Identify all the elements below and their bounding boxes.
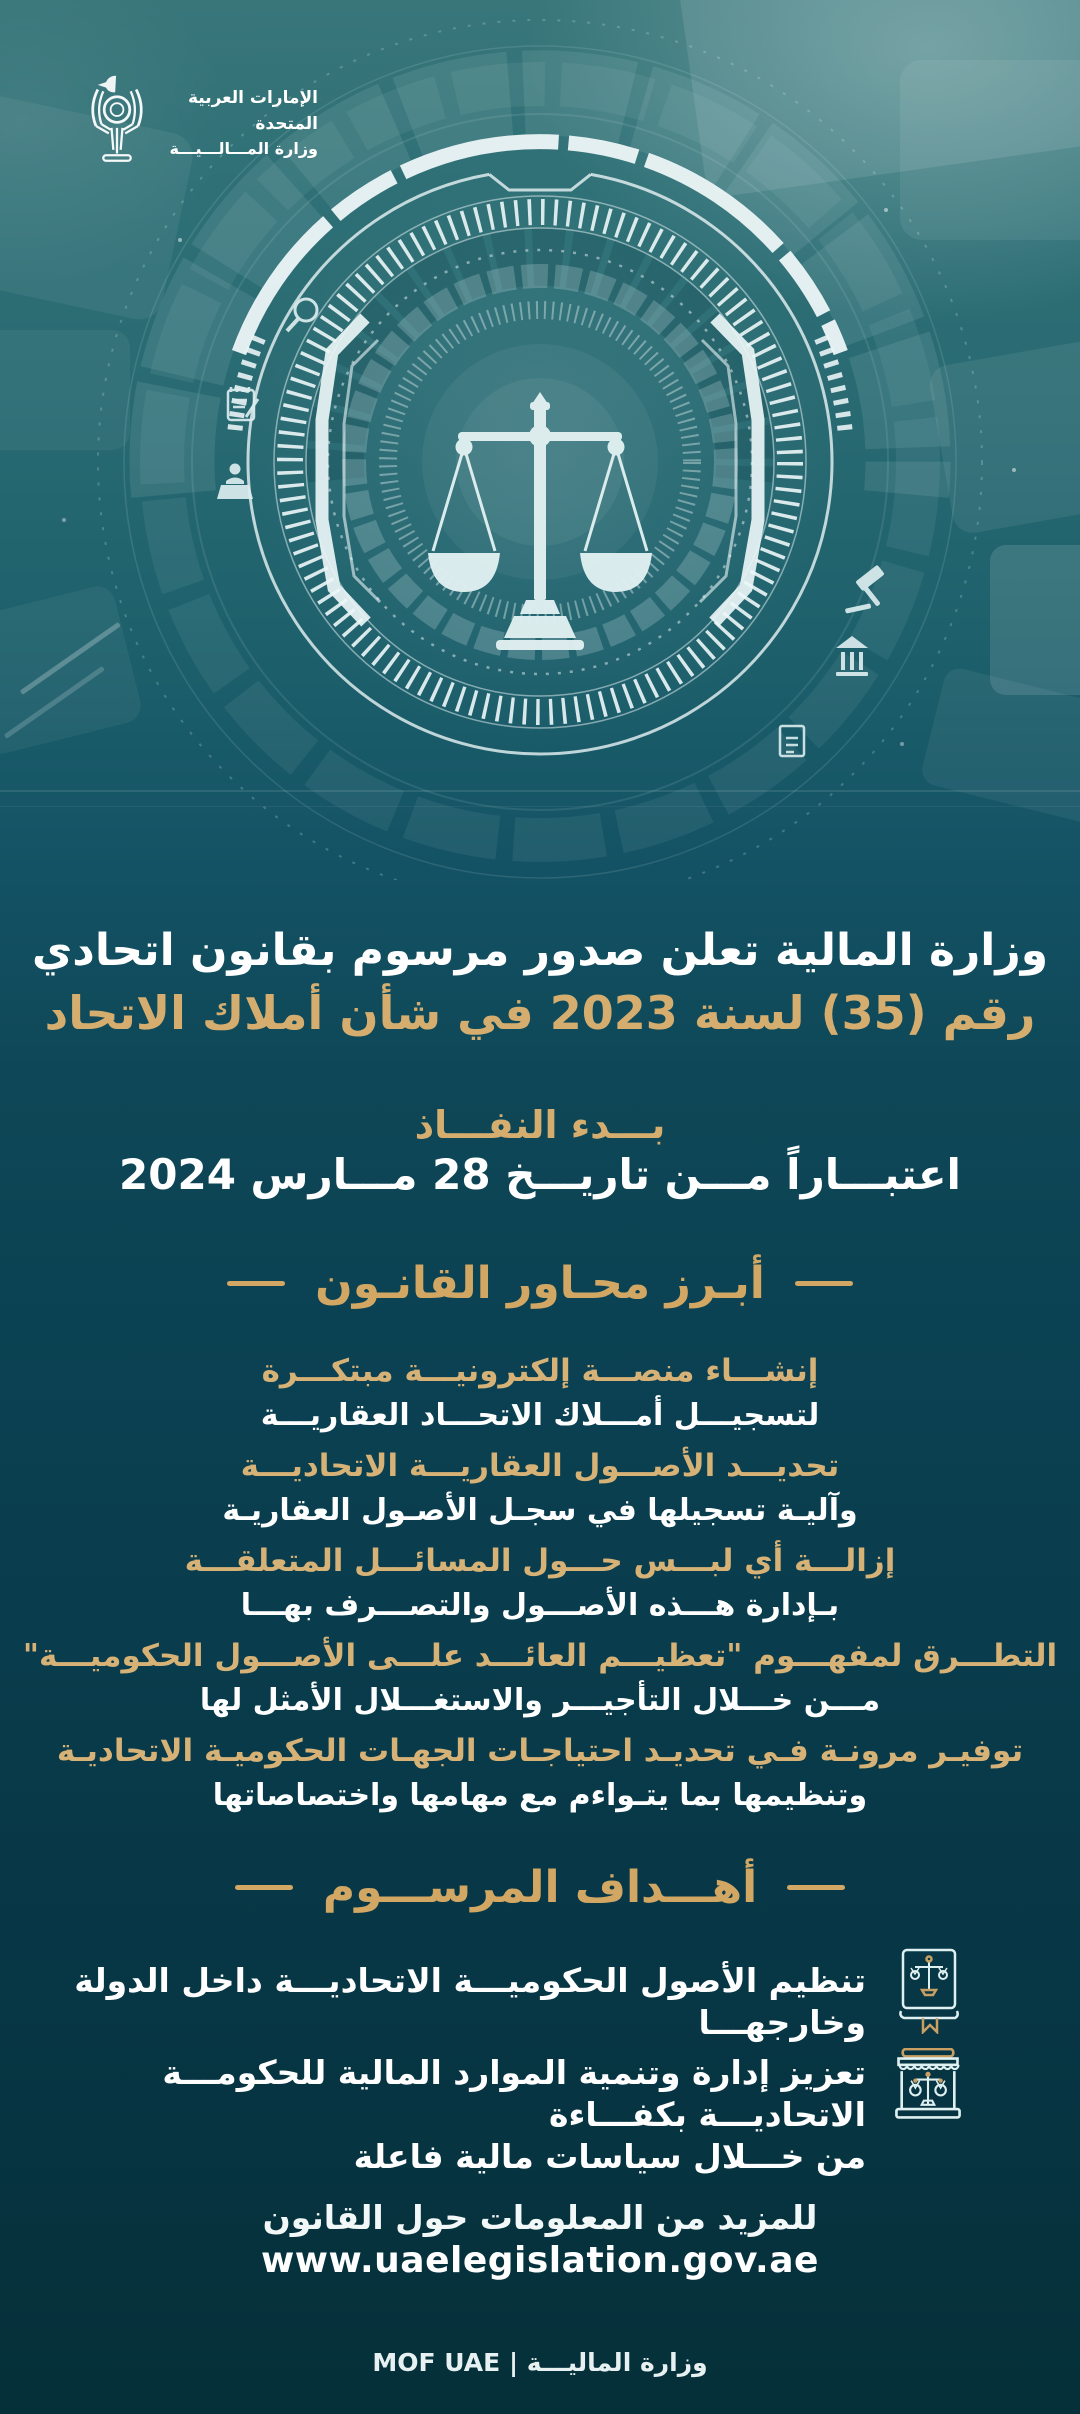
axis-item-4-highlight: التطـــرق لمفهـــوم "تعظيـــم العائـــد علـــى الأصـــول الحكوميـــة": [22, 1638, 1058, 1674]
mof-logo-text: [158, 86, 318, 161]
axis-item-2-highlight: تحديـــد الأصـــول العقاريـــة الاتحاديـــة: [240, 1448, 840, 1484]
legislation-website-url: www.uaelegislation.gov.ae: [261, 2240, 819, 2281]
objectives-title-text: أهـــداف المرســـوم: [322, 1862, 758, 1913]
section-title-law-axes: [0, 1258, 1080, 1309]
axis-item-1-highlight: إنشـــاء منصـــة إلكترونيـــة مبتكـــرة: [261, 1353, 819, 1389]
axis-item-3-highlight: إزالـــة أي لبـــس حـــول المسائـــل المتعلقـــة: [184, 1543, 896, 1579]
announcement-title-line1: وزارة المالية تعلن صدور مرسوم بقانون اتحادي: [31, 925, 1049, 976]
enforcement-label: بـــدء النفـــاذ: [414, 1103, 666, 1147]
objective-2-line1: تعزيز إدارة وتنمية الموارد المالية للحكومـــة الاتحاديـــة بكفـــاءة: [162, 2053, 866, 2135]
law-axes-title-text: أبـرز محـاور القانـون: [315, 1258, 765, 1309]
objective-1-line1: تنظيم الأصول الحكوميـــة الاتحاديـــة داخل الدولة وخارجهـــا: [74, 1961, 866, 2043]
book-scales-icon: [896, 1948, 962, 2034]
axis-item-1-detail: لتسجيـــل أمـــلاك الاتحـــاد العقاريـــة: [260, 1398, 820, 1433]
axis-item-4-detail: مـــن خـــلال التأجيـــر والاستغـــلال الأمثل لها: [199, 1683, 881, 1718]
storefront-scales-icon: [894, 2048, 962, 2128]
axis-item-5-highlight: توفيـر مرونـة فـي تحديـد احتياجـات الجهـات الحكوميـة الاتحاديـة: [56, 1733, 1024, 1769]
uae-falcon-emblem: [85, 70, 149, 172]
enforcement-date: اعتبـــاراً مـــن تاريـــخ 28 مـــارس 2024: [119, 1150, 961, 1199]
section-title-objectives: [0, 1862, 1080, 1913]
axis-item-5-detail: وتنظيمها بما يتـواءم مع مهامها واختصاصاتها: [212, 1778, 868, 1813]
more-info-label: للمزيد من المعلومات حول القانون: [262, 2198, 818, 2237]
axis-item-2-detail: وآليـة تسجيلها في سجـل الأصـول العقاريـة: [222, 1493, 858, 1528]
objective-1: [60, 1960, 866, 2044]
search-icon: [287, 299, 317, 331]
objective-2: [60, 2052, 866, 2179]
announcement-title-line2: رقم (35) لسنة 2023 في شأن أملاك الاتحاد: [44, 986, 1036, 1040]
ministry-signature: وزارة الماليـــة | MOF UAE: [372, 2348, 708, 2377]
logo-country-name: الإمارات العربية المتحدة: [187, 88, 318, 134]
logo-ministry-name: وزارة المـــالـــيـــة: [169, 139, 318, 158]
objective-2-line2: من خـــلال سياسات مالية فاعلة: [353, 2137, 866, 2177]
axis-item-3-detail: بـإدارة هـــذه الأصـــول والتصـــرف بهـــا: [240, 1588, 840, 1623]
